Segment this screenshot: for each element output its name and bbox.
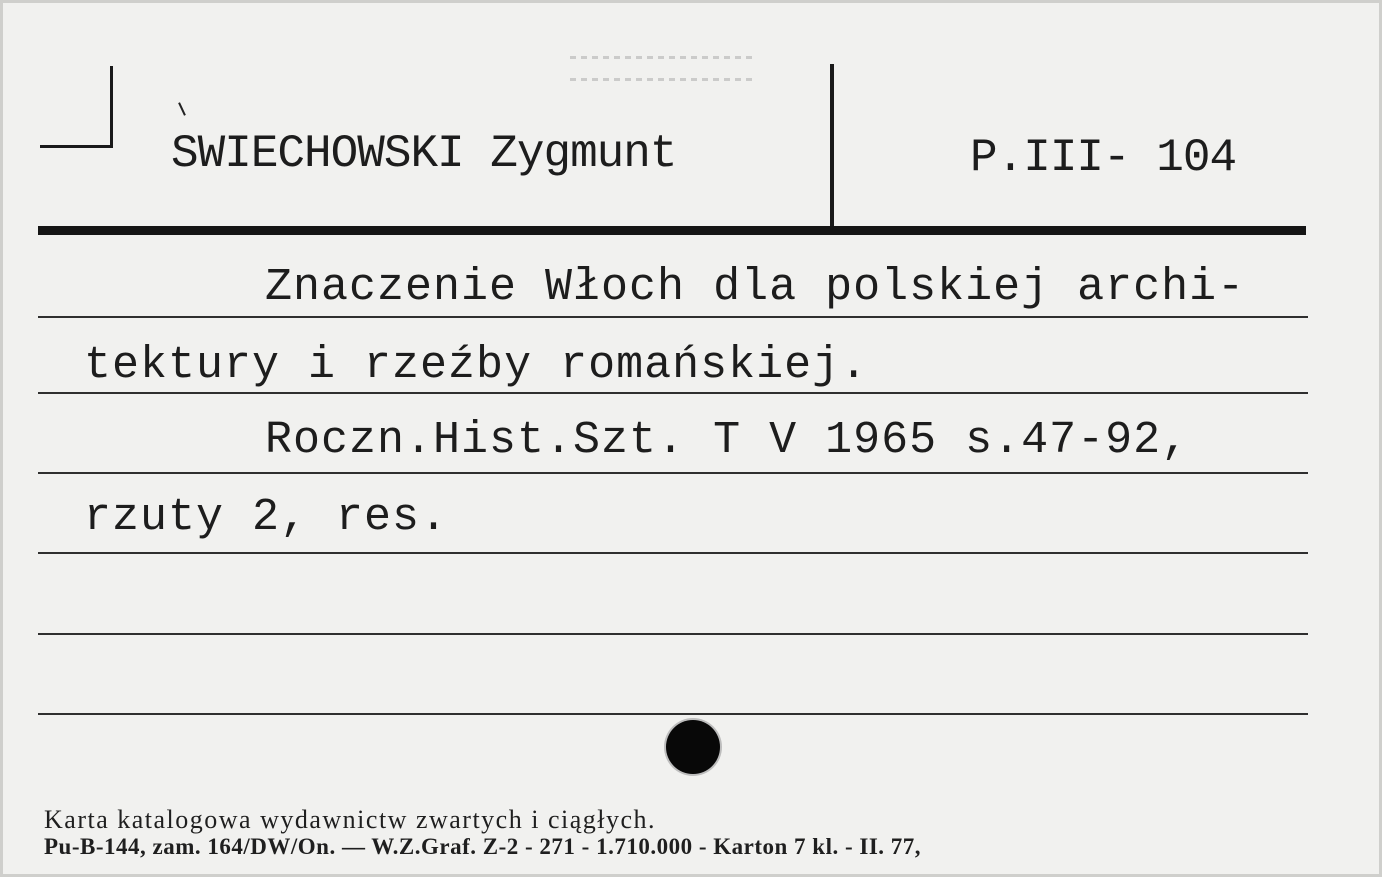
corner-bracket-vertical (110, 66, 113, 148)
publication-line-2: rzuty 2, res. (84, 492, 449, 543)
ruled-line-4 (38, 552, 1308, 554)
ruled-line-2 (38, 392, 1308, 394)
header-thick-rule (38, 226, 1306, 235)
header-vertical-divider (830, 64, 834, 228)
accent-tick-mark (178, 102, 186, 116)
ruled-line-3 (38, 472, 1308, 474)
footer-card-type: Karta katalogowa wydawnictw zwartych i ciągłych. (44, 805, 657, 834)
ruled-line-5 (38, 633, 1308, 635)
card-punch-hole (666, 720, 720, 774)
title-line-2: tektury i rzeźby romańskiej. (84, 340, 869, 391)
faint-show-through-print (570, 56, 755, 90)
title-line-1: Znaczenie Włoch dla polskiej archi- (265, 262, 1246, 313)
ruled-line-1 (38, 316, 1308, 318)
author-heading: SWIECHOWSKI Zygmunt (171, 128, 677, 180)
publication-line-1: Roczn.Hist.Szt. T V 1965 s.47-92, (265, 415, 1190, 466)
footer-print-info: Pu-B-144, zam. 164/DW/On. — W.Z.Graf. Z-2 - 271 - 1.710.000 - Karton 7 kl. - II. 77, (44, 834, 922, 859)
ruled-line-6 (38, 713, 1308, 715)
shelf-signature: P.III- 104 (970, 132, 1237, 184)
corner-bracket-horizontal (40, 145, 113, 148)
